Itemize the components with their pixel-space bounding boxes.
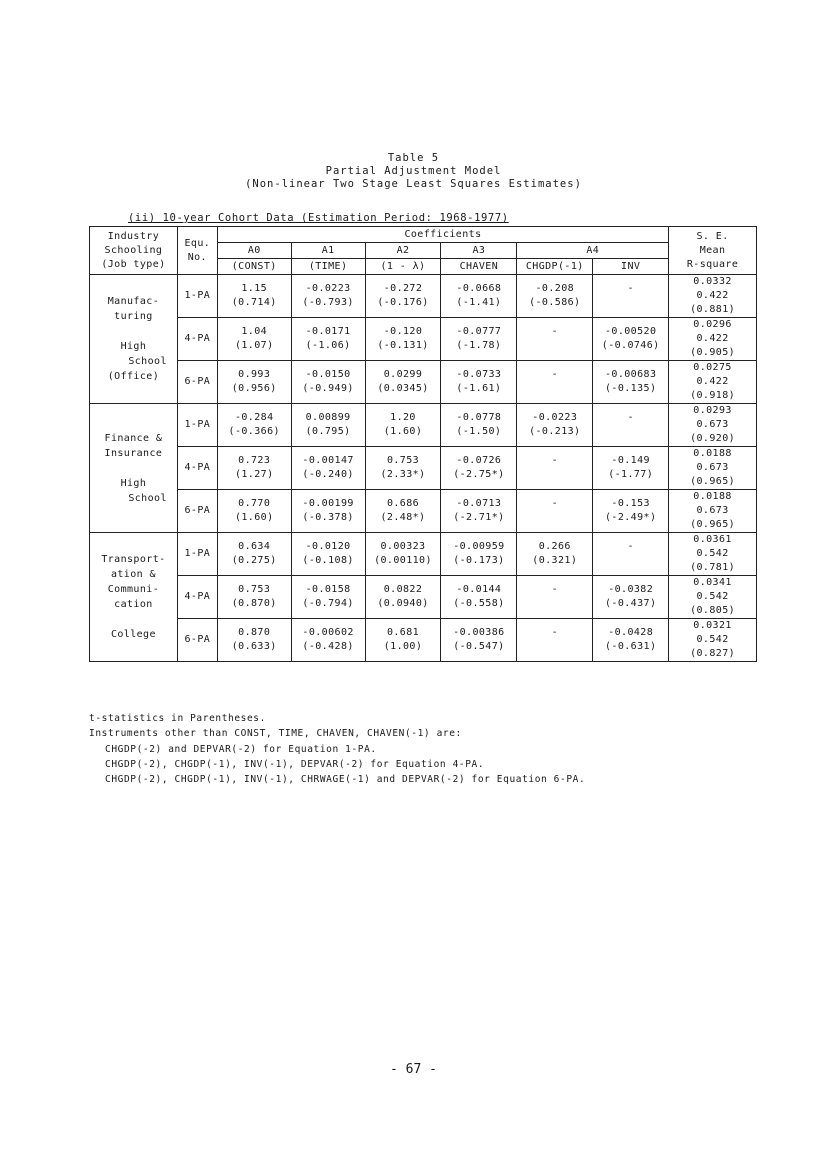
- cell-value: (2.48*): [380, 512, 426, 523]
- cell-value: 0.681: [386, 627, 420, 638]
- cell-value: 0.673: [696, 462, 729, 473]
- cell-value: 0.542: [696, 548, 729, 559]
- header-a1: A1: [291, 243, 365, 259]
- cell-value: [593, 425, 668, 439]
- cell-value: -0.208: [535, 283, 575, 294]
- cell-value: -0.284: [234, 412, 274, 423]
- cell-value: (-1.61): [456, 383, 502, 394]
- cell-value: 0.00899: [305, 412, 351, 423]
- cell-value: 1.04: [241, 326, 268, 337]
- cell-value: (0.870): [231, 598, 277, 609]
- cell-value: (-0.135): [605, 383, 657, 394]
- cell-value: 0.0341: [693, 577, 732, 588]
- cell-value: -0.272: [383, 283, 423, 294]
- coef-cell-inv: [593, 576, 669, 619]
- table-method: (Non-linear Two Stage Least Squares Estimates): [245, 178, 582, 190]
- header-a2: A2: [365, 243, 441, 259]
- cell-value: -: [551, 455, 558, 466]
- cell-value: (0.275): [231, 555, 277, 566]
- table-row: [90, 361, 757, 404]
- coef-cell-a3: [441, 576, 517, 619]
- cell-value: (0.633): [231, 641, 277, 652]
- coef-cell-a2: [365, 490, 441, 533]
- cell-value: -0.149: [611, 455, 650, 466]
- cell-value: -0.0120: [305, 541, 351, 552]
- header-industry: Industry Schooling (Job type): [90, 227, 178, 275]
- coef-cell-a1: [291, 576, 365, 619]
- table-row: [90, 404, 757, 447]
- coef-cell-se: [669, 490, 757, 533]
- coef-cell-a3: [441, 318, 517, 361]
- industry-line: cation: [114, 599, 153, 610]
- cell-value: -0.00959: [453, 541, 505, 552]
- cell-value: -: [551, 498, 558, 509]
- coef-cell-chgdp: [517, 576, 593, 619]
- table-body: [90, 275, 757, 662]
- cell-value: 0.673: [696, 505, 729, 516]
- cell-value: (-0.631): [605, 641, 657, 652]
- coef-cell-chgdp: [517, 533, 593, 576]
- coef-cell-a1: [291, 619, 365, 662]
- coef-cell-a2: [365, 404, 441, 447]
- cell-value: -0.0777: [456, 326, 502, 337]
- coef-cell-se: [669, 318, 757, 361]
- note-line: CHGDP(-2), CHGDP(-1), INV(-1), CHRWAGE(-1) and DEPVAR(-2) for Equation 6-PA.: [105, 774, 586, 786]
- header-chaven: CHAVEN: [441, 259, 517, 275]
- cell-value: -: [551, 369, 558, 380]
- coef-cell-a2: [365, 361, 441, 404]
- cell-value: (-0.176): [377, 297, 429, 308]
- cell-value: -: [627, 541, 634, 552]
- cell-value: (0.827): [690, 648, 736, 659]
- coef-cell-a1: [291, 318, 365, 361]
- header-time: (TIME): [291, 259, 365, 275]
- cell-value: -0.00386: [453, 627, 505, 638]
- cell-value: -0.0171: [305, 326, 351, 337]
- coef-cell-chgdp: [517, 318, 593, 361]
- coef-cell-a0: [217, 318, 291, 361]
- cell-value: 0.870: [238, 627, 271, 638]
- cell-value: (1.27): [234, 469, 274, 480]
- cell-value: (0.881): [690, 304, 736, 315]
- coef-cell-se: [669, 447, 757, 490]
- coef-cell-inv: [593, 490, 669, 533]
- header-lambda: (1 - λ): [365, 259, 441, 275]
- cell-value: -0.0158: [305, 584, 351, 595]
- cell-value: -0.153: [611, 498, 650, 509]
- note-line: CHGDP(-2) and DEPVAR(-2) for Equation 1-PA.: [105, 743, 377, 755]
- note-line: t-statistics in Parentheses.: [89, 713, 266, 724]
- cell-value: (0.321): [532, 555, 578, 566]
- coef-cell-inv: [593, 533, 669, 576]
- cell-value: -0.0778: [456, 412, 502, 423]
- cell-value: (-1.50): [456, 426, 502, 437]
- note-line: CHGDP(-2), CHGDP(-1), INV(-1), DEPVAR(-2) for Equation 4-PA.: [105, 758, 485, 770]
- industry-line: [90, 461, 177, 476]
- coef-cell-inv: [593, 318, 669, 361]
- cell-value: (0.956): [231, 383, 277, 394]
- cell-value: -0.0223: [532, 412, 578, 423]
- header-coefficients: Coefficients: [217, 227, 668, 243]
- cell-value: -: [627, 283, 634, 294]
- cell-value: -0.0668: [456, 283, 502, 294]
- coef-cell-se: [669, 619, 757, 662]
- table-notes: [89, 711, 585, 787]
- cell-value: [517, 511, 592, 525]
- cell-value: -0.0223: [305, 283, 351, 294]
- equation-no: 1-PA: [177, 533, 217, 576]
- cell-value: -: [551, 326, 558, 337]
- industry-line: turing: [114, 311, 153, 322]
- cell-value: 0.770: [238, 498, 271, 509]
- cell-value: (0.781): [690, 562, 736, 573]
- industry-cell: [90, 275, 178, 404]
- header-a0: A0: [217, 243, 291, 259]
- coef-cell-se: [669, 275, 757, 318]
- cell-value: 0.673: [696, 419, 729, 430]
- cell-value: -0.0713: [456, 498, 502, 509]
- industry-cell: [90, 533, 178, 662]
- industry-line: School: [128, 492, 167, 504]
- cell-value: -0.0733: [456, 369, 502, 380]
- cell-value: -0.00520: [605, 326, 657, 337]
- coef-cell-a0: [217, 361, 291, 404]
- coef-cell-a1: [291, 275, 365, 318]
- cell-value: (0.965): [690, 476, 736, 487]
- cell-value: (0.918): [690, 390, 736, 401]
- page-number: - 67 -: [390, 1062, 437, 1077]
- coef-cell-a2: [365, 447, 441, 490]
- industry-line: Transport-: [101, 554, 166, 565]
- cell-value: (-2.71*): [453, 512, 505, 523]
- cell-value: 1.20: [390, 412, 416, 423]
- cell-value: (-0.558): [453, 598, 505, 609]
- table-row: [90, 533, 757, 576]
- coef-cell-a1: [291, 404, 365, 447]
- equation-no: 4-PA: [177, 447, 217, 490]
- cell-value: 0.753: [386, 455, 420, 466]
- cell-value: -0.00683: [605, 369, 657, 380]
- cell-value: (1.07): [234, 340, 274, 351]
- table-title: Partial Adjustment Model: [325, 165, 502, 177]
- cell-value: (-0.949): [302, 383, 354, 394]
- header-a3: A3: [441, 243, 517, 259]
- industry-line: High: [120, 341, 147, 352]
- cell-value: (-0.793): [302, 297, 354, 308]
- coef-cell-se: [669, 576, 757, 619]
- cell-value: (-0.437): [605, 598, 657, 609]
- cell-value: (-1.78): [456, 340, 502, 351]
- cell-value: (0.795): [305, 426, 351, 437]
- cell-value: 0.0188: [693, 491, 732, 502]
- cell-value: [517, 382, 592, 396]
- table-title-block: [0, 152, 827, 191]
- cell-value: 0.0361: [693, 534, 732, 545]
- cell-value: 0.0296: [693, 319, 732, 330]
- note-line: Instruments other than CONST, TIME, CHAVEN, CHAVEN(-1) are:: [89, 728, 462, 740]
- cell-value: (-0.428): [302, 641, 354, 652]
- coef-cell-inv: [593, 361, 669, 404]
- estimates-table: [89, 226, 757, 662]
- cell-value: [593, 296, 668, 310]
- equation-no: 1-PA: [177, 275, 217, 318]
- coef-cell-chgdp: [517, 275, 593, 318]
- coef-cell-se: [669, 533, 757, 576]
- coef-cell-a0: [217, 490, 291, 533]
- cell-value: (-1.06): [305, 340, 351, 351]
- coef-cell-a1: [291, 533, 365, 576]
- coef-cell-a0: [217, 533, 291, 576]
- cell-value: 0.993: [238, 369, 271, 380]
- coef-cell-se: [669, 361, 757, 404]
- equation-no: 6-PA: [177, 619, 217, 662]
- coef-cell-a1: [291, 490, 365, 533]
- cell-value: 0.422: [696, 333, 729, 344]
- cell-value: -0.00602: [302, 627, 354, 638]
- cell-value: 0.723: [238, 455, 271, 466]
- cell-value: (1.60): [383, 426, 423, 437]
- coef-cell-inv: [593, 404, 669, 447]
- cell-value: 0.0299: [383, 369, 423, 380]
- coef-cell-a0: [217, 619, 291, 662]
- cell-value: (-0.0746): [601, 340, 660, 351]
- cell-value: (-2.49*): [605, 512, 657, 523]
- industry-line: Manufac-: [107, 296, 160, 307]
- coef-cell-inv: [593, 447, 669, 490]
- cell-value: (-0.173): [453, 555, 505, 566]
- cell-value: (0.00110): [374, 555, 432, 566]
- cell-value: -0.0382: [608, 584, 654, 595]
- industry-line: ation &: [110, 569, 156, 580]
- coef-cell-a3: [441, 404, 517, 447]
- coef-cell-a2: [365, 533, 441, 576]
- cell-value: 0.0293: [693, 405, 732, 416]
- industry-line: Insurance: [104, 447, 163, 459]
- equation-no: 6-PA: [177, 361, 217, 404]
- cell-value: 0.0188: [693, 448, 732, 459]
- cell-value: 0.0321: [693, 620, 732, 631]
- cell-value: (-0.240): [302, 469, 354, 480]
- cell-value: -0.00147: [302, 455, 354, 466]
- industry-line: (Office): [107, 371, 160, 382]
- coef-cell-a2: [365, 318, 441, 361]
- coef-cell-a0: [217, 404, 291, 447]
- table-row: [90, 490, 757, 533]
- table-row: [90, 447, 757, 490]
- cell-value: (0.0345): [377, 383, 429, 394]
- coef-cell-inv: [593, 619, 669, 662]
- coef-cell-a2: [365, 576, 441, 619]
- cell-value: 0.0275: [693, 362, 732, 373]
- table-row: [90, 318, 757, 361]
- cell-value: -0.0428: [608, 627, 654, 638]
- coef-cell-chgdp: [517, 490, 593, 533]
- cell-value: -: [627, 412, 634, 423]
- coef-cell-se: [669, 404, 757, 447]
- coef-cell-a3: [441, 533, 517, 576]
- cell-value: 0.542: [696, 634, 729, 645]
- coef-cell-a3: [441, 275, 517, 318]
- cell-value: 0.542: [696, 591, 729, 602]
- cell-value: [517, 468, 592, 482]
- cell-value: 0.00323: [380, 541, 426, 552]
- equation-no: 4-PA: [177, 576, 217, 619]
- cell-value: -0.00199: [302, 498, 354, 509]
- cell-value: -0.120: [383, 326, 423, 337]
- cell-value: (-2.75*): [453, 469, 505, 480]
- industry-line: High: [120, 477, 147, 489]
- cell-value: [517, 640, 592, 654]
- cell-value: (-0.547): [453, 641, 505, 652]
- coef-cell-chgdp: [517, 619, 593, 662]
- coef-cell-a2: [365, 275, 441, 318]
- coef-cell-a2: [365, 619, 441, 662]
- cell-value: [517, 597, 592, 611]
- industry-cell: [90, 404, 178, 533]
- cell-value: (-1.41): [456, 297, 502, 308]
- cell-value: 0.634: [238, 541, 271, 552]
- cell-value: [593, 554, 668, 568]
- header-a4: A4: [517, 243, 669, 259]
- cell-value: -0.0150: [305, 369, 351, 380]
- header-inv: INV: [593, 259, 669, 275]
- coef-cell-a0: [217, 275, 291, 318]
- cell-value: (-0.108): [302, 555, 354, 566]
- coef-cell-a1: [291, 361, 365, 404]
- cell-value: (-0.131): [377, 340, 429, 351]
- cell-value: (0.0940): [377, 598, 429, 609]
- header-chgdp: CHGDP(-1): [517, 259, 593, 275]
- equation-no: 6-PA: [177, 490, 217, 533]
- coef-cell-a3: [441, 490, 517, 533]
- coef-cell-inv: [593, 275, 669, 318]
- cell-value: -: [551, 627, 558, 638]
- coef-cell-a3: [441, 361, 517, 404]
- industry-line: Finance &: [104, 432, 163, 444]
- coef-cell-chgdp: [517, 404, 593, 447]
- cell-value: (0.805): [690, 605, 736, 616]
- cell-value: (-0.366): [228, 426, 280, 437]
- equation-no: 1-PA: [177, 404, 217, 447]
- header-equ-no: Equ. No.: [177, 227, 217, 275]
- coef-cell-a3: [441, 619, 517, 662]
- cell-value: 1.15: [241, 283, 268, 294]
- cell-value: -0.0726: [456, 455, 502, 466]
- coef-cell-a0: [217, 576, 291, 619]
- cell-value: -0.0144: [456, 584, 502, 595]
- cell-value: 0.422: [696, 290, 729, 301]
- cell-value: (1.00): [383, 641, 423, 652]
- cell-value: (2.33*): [380, 469, 426, 480]
- coef-cell-a1: [291, 447, 365, 490]
- cell-value: -: [551, 584, 558, 595]
- cell-value: (0.714): [231, 297, 277, 308]
- coef-cell-chgdp: [517, 447, 593, 490]
- header-se: S. E. Mean R-square: [669, 227, 757, 275]
- coef-cell-a0: [217, 447, 291, 490]
- cell-value: 0.753: [238, 584, 271, 595]
- cell-value: (0.965): [690, 519, 736, 530]
- cell-value: 0.0822: [383, 584, 423, 595]
- cell-value: (1.60): [234, 512, 274, 523]
- header-const: (CONST): [217, 259, 291, 275]
- table-row: [90, 619, 757, 662]
- cell-value: 0.266: [538, 541, 571, 552]
- cell-value: 0.0332: [693, 276, 732, 287]
- cell-value: (-0.378): [302, 512, 354, 523]
- coef-cell-chgdp: [517, 361, 593, 404]
- table-row: [90, 275, 757, 318]
- cell-value: (-0.586): [529, 297, 581, 308]
- cell-value: (-0.213): [529, 426, 581, 437]
- cell-value: (0.920): [690, 433, 736, 444]
- industry-line: [90, 324, 177, 339]
- cell-value: (-1.77): [608, 469, 654, 480]
- cell-value: [517, 339, 592, 353]
- table-row: [90, 576, 757, 619]
- coef-cell-a3: [441, 447, 517, 490]
- table-number: Table 5: [387, 152, 440, 164]
- cell-value: 0.422: [696, 376, 729, 387]
- cell-value: (-0.794): [302, 598, 354, 609]
- industry-line: [90, 612, 177, 627]
- table-subtitle: (ii) 10-year Cohort Data (Estimation Period: 1968-1977): [128, 212, 509, 224]
- industry-line: College: [110, 629, 156, 640]
- industry-line: School: [128, 356, 167, 367]
- cell-value: 0.686: [386, 498, 420, 509]
- equation-no: 4-PA: [177, 318, 217, 361]
- cell-value: (0.905): [690, 347, 736, 358]
- industry-line: Communi-: [107, 584, 160, 595]
